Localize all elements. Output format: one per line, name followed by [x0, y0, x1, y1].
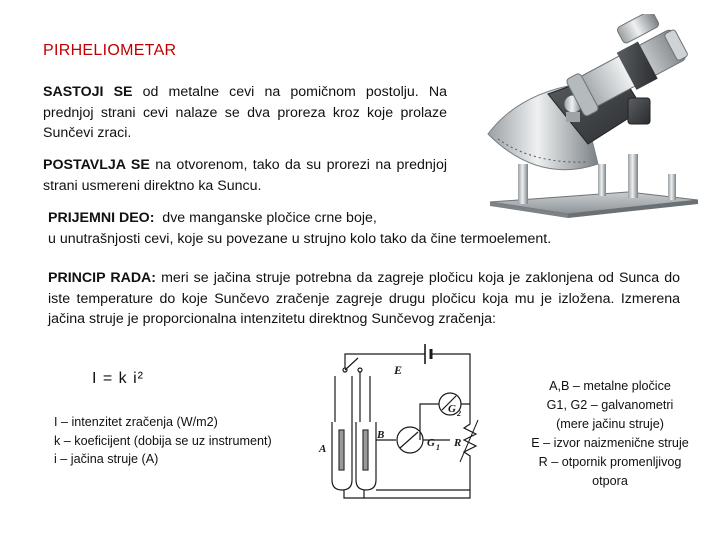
label-G2-sub: 2 — [457, 409, 461, 418]
paragraph-princip-rada — [48, 268, 680, 330]
label-G1: G — [427, 437, 435, 449]
formula: I = k i² — [92, 370, 145, 387]
paragraph-sastoji — [43, 82, 447, 144]
pyrheliometer-photo — [478, 14, 700, 220]
legend-item: A,B – metalne pločice — [549, 379, 671, 393]
paragraph-text: na otvorenom, tako da su prorezi na prednjoj strani usmereni direktno ka Suncu. — [43, 157, 448, 194]
paragraph-lead: PRIJEMNI DEO: — [48, 210, 155, 226]
legend-item: E – izvor naizmenične struje — [531, 436, 689, 450]
paragraph-text: u unutrašnjosti cevi, koje su povezane u strujno kolo tako da čine termoelement. — [48, 230, 552, 247]
legend-item: R – otpornik promenljivog — [538, 455, 682, 469]
paragraph-text: dve manganske pločice crne boje, — [154, 210, 377, 226]
paragraph-lead: SASTOJI SE — [43, 84, 133, 100]
label-G2: G — [448, 403, 456, 415]
label-E: E — [394, 363, 403, 377]
legend-item: k – koeficijent (dobija se uz instrument) — [54, 433, 272, 448]
legend-item: (mere jačinu struje) — [556, 417, 664, 431]
page-title: PIRHELIOMETAR — [43, 42, 177, 59]
legend-item: otpora — [592, 474, 628, 488]
legend-left — [54, 413, 272, 469]
label-R: R — [454, 437, 462, 449]
label-A: A — [319, 443, 327, 455]
legend-item: I – intenzitet zračenja (W/m2) — [54, 415, 218, 429]
paragraph-text: od metalne cevi na pomičnom postolju. Na prednjoj strani cevi nalaze se dva proreza kroz koje prolaze Sunčevi zraci. — [43, 84, 447, 141]
legend-item: G1, G2 – galvanometri — [546, 398, 674, 412]
paragraph-postavlja — [43, 155, 447, 196]
legend-item: i – jačina struje (A) — [54, 452, 159, 466]
legend-right — [500, 377, 720, 491]
circuit-diagram — [310, 340, 482, 512]
paragraph-lead: PRINCIP RADA: — [48, 270, 157, 286]
paragraph-lead: POSTAVLJA SE — [43, 157, 150, 173]
label-B: B — [377, 429, 385, 441]
paragraph-text: meri se jačina struje potrebna da zagreje pločicu koja je zaklonjena od Sunca do iste temperature do koje Sunčevo zračenje zagreje drugu pločicu koja mu je izložena. Izmerena jačina struje je proporcionalna intenzitetu direktnog Sunčevog zračenja: — [48, 270, 680, 327]
label-G1-sub: 1 — [436, 443, 440, 452]
